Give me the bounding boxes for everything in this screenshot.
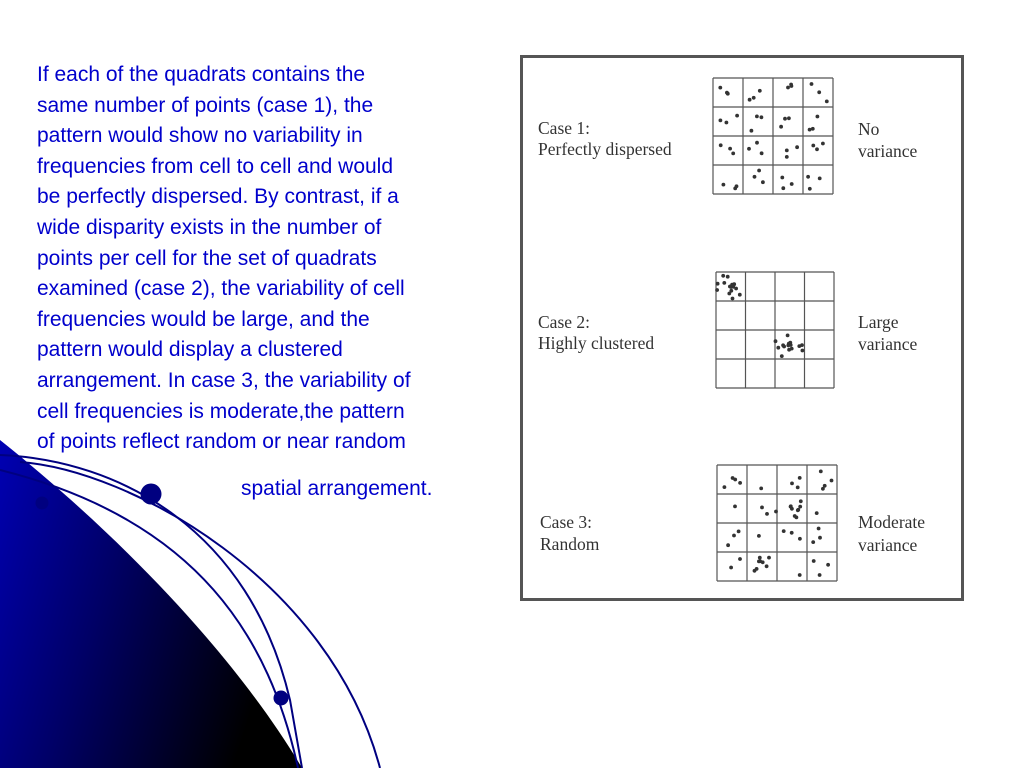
point-dot — [783, 117, 787, 121]
point-dot — [795, 145, 799, 149]
point-dot — [795, 516, 799, 520]
point-dot — [726, 275, 730, 279]
point-dot — [731, 152, 735, 156]
point-dot — [823, 484, 827, 488]
point-dot — [785, 155, 789, 159]
point-dot — [779, 125, 783, 129]
case-1-subtitle: Perfectly dispersed — [538, 139, 672, 159]
point-dot — [738, 557, 742, 561]
case-3-variance-label: Moderate — [858, 512, 926, 532]
point-dot — [735, 184, 739, 188]
paragraph-line: examined (case 2), the variability of cell — [37, 277, 405, 301]
point-dot — [728, 285, 732, 289]
case-3-variance-label-2: variance — [858, 535, 918, 555]
point-dot — [731, 297, 735, 301]
point-dot — [811, 127, 815, 131]
point-dot — [774, 510, 778, 514]
paragraph-line: pattern would show no variability in — [37, 124, 363, 148]
point-dot — [758, 556, 762, 560]
point-dot — [797, 344, 801, 348]
point-dot — [760, 151, 764, 155]
point-dot — [806, 175, 810, 179]
point-dot — [796, 486, 800, 490]
point-dot — [719, 143, 723, 147]
paragraph-line: of points reflect random or near random — [37, 430, 406, 454]
paragraph-line: points per cell for the set of quadrats — [37, 246, 377, 270]
decorative-dot-lower — [274, 691, 289, 706]
point-dot — [725, 121, 729, 125]
point-dot — [810, 82, 814, 86]
point-dot — [830, 479, 834, 483]
point-dot — [817, 90, 821, 94]
point-dot — [758, 89, 762, 93]
point-dot — [796, 508, 800, 512]
point-dot — [811, 540, 815, 544]
point-dot — [818, 177, 822, 181]
point-dot — [790, 347, 794, 351]
point-dot — [757, 560, 761, 564]
point-dot — [815, 147, 819, 151]
point-dot — [812, 559, 816, 563]
point-dot — [819, 470, 823, 474]
point-dot — [757, 169, 761, 173]
point-dot — [785, 149, 789, 153]
point-dot — [733, 478, 737, 482]
point-dot — [790, 482, 794, 486]
point-dot — [729, 289, 733, 293]
case-3-title: Case 3: — [540, 512, 593, 532]
point-dot — [811, 144, 815, 148]
point-dot — [760, 506, 764, 510]
explanation-paragraph — [37, 60, 502, 458]
point-dot — [728, 147, 732, 151]
point-dot — [738, 293, 742, 297]
point-dot — [726, 543, 730, 547]
point-dot — [755, 115, 759, 119]
point-dot — [755, 141, 759, 145]
point-dot — [723, 485, 727, 489]
point-dot — [790, 84, 794, 88]
case-1-variance-label-2: variance — [858, 141, 918, 161]
point-dot — [774, 339, 778, 343]
quadrat-figure — [520, 55, 966, 603]
point-dot — [757, 534, 761, 538]
point-dot — [821, 142, 825, 146]
point-dot — [722, 281, 726, 285]
case-3-subtitle: Random — [540, 534, 600, 554]
point-dot — [752, 96, 756, 100]
case-2-title: Case 2: — [538, 312, 591, 332]
decorative-dot-large — [141, 484, 162, 505]
point-dot — [759, 487, 763, 491]
point-dot — [787, 116, 791, 120]
case-1-variance-label: No — [858, 119, 880, 139]
paragraph-line: pattern would display a clustered — [37, 338, 343, 362]
point-dot — [765, 564, 769, 568]
point-dot — [782, 529, 786, 533]
paragraph-line: arrangement. In case 3, the variability of — [37, 368, 411, 392]
case-2-variance-label: Large — [858, 312, 899, 332]
point-dot — [755, 567, 759, 571]
point-dot — [818, 536, 822, 540]
paragraph-line: If each of the quadrats contains the — [37, 63, 366, 86]
point-dot — [786, 334, 790, 338]
point-dot — [790, 531, 794, 535]
point-dot — [767, 556, 771, 560]
point-dot — [782, 345, 786, 349]
point-dot — [780, 354, 784, 358]
point-dot — [808, 187, 812, 191]
point-dot — [718, 86, 722, 90]
paragraph-line: frequencies from cell to cell and would — [37, 154, 394, 178]
point-dot — [747, 147, 751, 151]
point-dot — [753, 175, 757, 179]
paragraph-tail: spatial arrangement. — [241, 477, 433, 500]
point-dot — [719, 119, 723, 123]
point-dot — [780, 176, 784, 180]
point-dot — [729, 566, 733, 570]
point-dot — [733, 505, 737, 509]
point-dot — [735, 114, 739, 118]
paragraph-line: cell frequencies is moderate,the pattern — [37, 399, 405, 423]
point-dot — [721, 274, 725, 278]
paragraph-line: wide disparity exists in the number of — [37, 215, 382, 239]
point-dot — [716, 282, 720, 286]
point-dot — [715, 288, 719, 292]
point-dot — [815, 511, 819, 515]
point-dot — [825, 100, 829, 104]
point-dot — [738, 481, 742, 485]
point-dot — [798, 476, 802, 480]
case-2-subtitle: Highly clustered — [538, 333, 655, 353]
point-dot — [790, 182, 794, 186]
point-dot — [722, 183, 726, 187]
point-dot — [732, 534, 736, 538]
point-dot — [799, 499, 803, 503]
point-dot — [798, 505, 802, 509]
paragraph-line: frequencies would be large, and the — [37, 307, 370, 331]
point-dot — [789, 343, 793, 347]
point-dot — [737, 530, 741, 534]
decorative-dot-left — [36, 497, 49, 510]
point-dot — [798, 537, 802, 541]
point-dot — [790, 507, 794, 511]
point-dot — [817, 527, 821, 531]
point-dot — [725, 91, 729, 95]
point-dot — [818, 573, 822, 577]
point-dot — [786, 86, 790, 90]
point-dot — [781, 186, 785, 190]
paragraph-line: same number of points (case 1), the — [37, 93, 374, 117]
point-dot — [801, 349, 805, 353]
point-dot — [776, 346, 780, 350]
point-dot — [826, 563, 830, 567]
point-dot — [798, 573, 802, 577]
point-dot — [808, 128, 812, 132]
point-dot — [748, 98, 752, 102]
point-dot — [750, 129, 754, 133]
point-dot — [765, 512, 769, 516]
point-dot — [816, 115, 820, 119]
point-dot — [761, 560, 765, 564]
case-2-variance-label-2: variance — [858, 334, 918, 354]
paragraph-line: be perfectly dispersed. By contrast, if a — [37, 185, 399, 209]
case-1-title: Case 1: — [538, 118, 591, 138]
point-dot — [734, 287, 738, 291]
point-dot — [761, 180, 765, 184]
point-dot — [760, 115, 764, 119]
